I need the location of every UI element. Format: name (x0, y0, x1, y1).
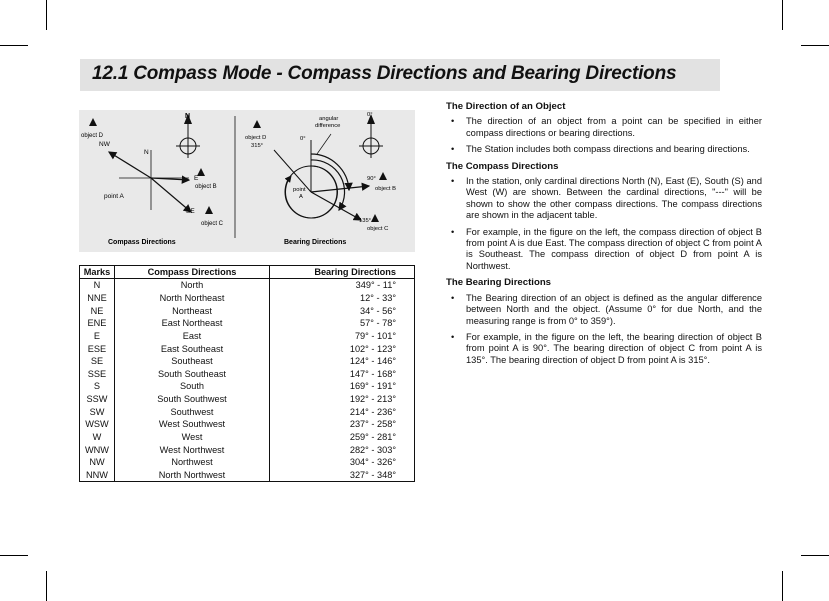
bearing-cell: 124° - 146° (270, 355, 415, 368)
bearing-object-d-label: object D (245, 135, 267, 141)
bearing-object-d-marker (253, 120, 261, 128)
mark-cell: ESE (80, 342, 115, 355)
mark-cell: NW (80, 456, 115, 469)
crop-mark-top-left-v (46, 0, 47, 30)
left-diagram (81, 113, 224, 246)
angular-label-2: difference (315, 123, 341, 129)
crop-mark-top-right-v (782, 0, 783, 30)
bearing-cell: 57° - 78° (270, 317, 415, 330)
bearing-cell: 259° - 281° (270, 431, 415, 444)
object-b-label: object B (195, 184, 217, 190)
zero-deg-label: 0° (300, 136, 306, 142)
page-title: 12.1 Compass Mode - Compass Directions and Bearing Directions (92, 63, 677, 84)
compass-cell: North Northwest (115, 469, 270, 482)
compass-cell: North (115, 279, 270, 292)
bearing-cell: 34° - 56° (270, 304, 415, 317)
section-list-compass (446, 176, 762, 272)
table-row (80, 304, 415, 317)
ray-315 (274, 150, 311, 192)
bullet-icon: • (451, 176, 455, 187)
table-row (80, 431, 415, 444)
mark-cell: NNW (80, 469, 115, 482)
section-heading-bearing: The Bearing Directions (446, 277, 552, 289)
ray-135 (311, 192, 361, 220)
object-c-marker (205, 206, 213, 214)
list-item (446, 116, 762, 139)
n-axis-label: N (144, 149, 149, 156)
deg-135-label: 135° (359, 218, 371, 224)
mark-cell: NNE (80, 292, 115, 305)
mark-cell: WNW (80, 443, 115, 456)
table-row (80, 418, 415, 431)
table-row (80, 367, 415, 380)
table-row (80, 456, 415, 469)
se-label: SE (186, 208, 195, 215)
deg-315-label: 315° (251, 143, 263, 149)
bearing-cell: 349° - 11° (270, 279, 415, 292)
mark-cell: S (80, 380, 115, 393)
bearing-object-b-marker (379, 172, 387, 180)
compass-cell: West Southwest (115, 418, 270, 431)
bullet-text: In the station, only cardinal directions North (N), East (E), South (S) and West (W) are shown. Between the cardinal directions, "---" will be shown to show the other compass directions. The compass directions are shown in the adjacent table. (466, 176, 762, 221)
header-marks: Marks (80, 266, 115, 279)
table-row (80, 469, 415, 482)
compass-cell: South Southeast (115, 367, 270, 380)
right-caption: Bearing Directions (284, 239, 347, 246)
point-label-2: A (299, 194, 303, 200)
compass-cell: East (115, 330, 270, 343)
section-heading-compass: The Compass Directions (446, 160, 559, 172)
compass-cell: West (115, 431, 270, 444)
bullet-text: For example, in the figure on the left, the bearing direction of object B from point A is 90°. The bearing direction of object C from point A is 135°. The bearing direction of object D from point A is 315°. (466, 331, 762, 365)
mark-cell: NE (80, 304, 115, 317)
section-list-direction (446, 116, 762, 155)
table-row (80, 292, 415, 305)
zero-deg-top-label: 0° (367, 112, 373, 118)
mark-cell: WSW (80, 418, 115, 431)
compass-cell: West Northwest (115, 443, 270, 456)
nw-label: NW (99, 141, 110, 148)
mark-cell: SE (80, 355, 115, 368)
bearing-cell: 147° - 168° (270, 367, 415, 380)
explanation-column (446, 101, 762, 371)
compass-cell: North Northeast (115, 292, 270, 305)
north-label: N (185, 113, 191, 120)
compass-cell: East Southeast (115, 342, 270, 355)
table-row (80, 405, 415, 418)
bullet-icon: • (451, 331, 455, 342)
compass-cell: South Southwest (115, 393, 270, 406)
table-row (80, 443, 415, 456)
bearing-cell: 169° - 191° (270, 380, 415, 393)
list-item (446, 227, 762, 273)
point-label-1: point (293, 187, 306, 193)
compass-cell: East Northeast (115, 317, 270, 330)
crop-mark-top-right-h (801, 45, 829, 46)
mark-cell: SSW (80, 393, 115, 406)
bearing-cell: 192° - 213° (270, 393, 415, 406)
table-row (80, 342, 415, 355)
compass-cell: Northeast (115, 304, 270, 317)
compass-bearing-table (79, 265, 415, 482)
list-item (446, 176, 762, 222)
crop-mark-bottom-right-v (782, 571, 783, 601)
list-item (446, 293, 762, 327)
list-item (446, 144, 762, 155)
bearing-cell: 102° - 123° (270, 342, 415, 355)
bearing-cell: 237° - 258° (270, 418, 415, 431)
section-heading-direction: The Direction of an Object (446, 101, 566, 112)
mark-cell: W (80, 431, 115, 444)
compass-cell: Southeast (115, 355, 270, 368)
figure-panel (79, 110, 415, 252)
title-bar (80, 59, 720, 91)
table-header-row (80, 266, 415, 279)
bullet-icon: • (451, 144, 455, 155)
mark-cell: SSE (80, 367, 115, 380)
bearing-cell: 304° - 326° (270, 456, 415, 469)
mark-cell: ENE (80, 317, 115, 330)
point-a-label: point A (104, 193, 124, 200)
bearing-object-b-label: object B (375, 186, 396, 192)
bullet-icon: • (451, 116, 455, 127)
bearing-object-c-marker (371, 214, 379, 222)
section-list-bearing (446, 293, 762, 366)
compass-cell: South (115, 380, 270, 393)
table-row (80, 355, 415, 368)
bullet-text: For example, in the figure on the left, the compass direction of object B from point A is due East. The compass direction of object C from point A is Southeast. The compass direction of object D from point A is Northwest. (466, 226, 762, 271)
right-diagram (245, 112, 396, 246)
crop-mark-bottom-left-h (0, 555, 28, 556)
compass-cell: Northwest (115, 456, 270, 469)
mark-cell: E (80, 330, 115, 343)
ray-90 (311, 186, 369, 192)
bullet-text: The direction of an object from a point can be specified in either compass directions or bearing directions. (466, 116, 762, 138)
left-caption: Compass Directions (108, 239, 176, 246)
deg-90-label: 90° (367, 176, 376, 182)
list-item (446, 332, 762, 366)
crop-mark-bottom-left-v (46, 571, 47, 601)
table-row (80, 279, 415, 292)
bullet-text: The Bearing direction of an object is defined as the angular difference between North and the object. (Assume 0° for due North, and the measuring range is from 0° to 359°). (466, 292, 762, 326)
table-row (80, 330, 415, 343)
north-symbol-right (359, 114, 383, 158)
table-row (80, 380, 415, 393)
object-c-label: object C (201, 221, 224, 227)
compass-cell: Southwest (115, 405, 270, 418)
header-compass: Compass Directions (115, 266, 270, 279)
bearing-cell: 79° - 101° (270, 330, 415, 343)
bearing-cell: 12° - 33° (270, 292, 415, 305)
bullet-icon: • (451, 226, 455, 237)
bearing-cell: 327° - 348° (270, 469, 415, 482)
object-d-label: object D (81, 133, 104, 139)
se-arrow (151, 178, 191, 212)
mark-cell: SW (80, 405, 115, 418)
object-d-marker (89, 118, 97, 126)
bearing-cell: 214° - 236° (270, 405, 415, 418)
header-bearing: Bearing Directions (270, 266, 415, 279)
table-row (80, 393, 415, 406)
compass-bearing-figure (79, 110, 415, 252)
bearing-cell: 282° - 303° (270, 443, 415, 456)
crop-mark-top-left-h (0, 45, 28, 46)
crop-mark-bottom-right-h (801, 555, 829, 556)
bullet-icon: • (451, 292, 455, 303)
e-label: E (194, 175, 199, 182)
bullet-text: The Station includes both compass directions and bearing directions. (466, 144, 750, 155)
north-symbol-left (176, 114, 200, 158)
angular-label-1: angular (319, 116, 339, 122)
bearing-object-c-label: object C (367, 226, 389, 232)
mark-cell: N (80, 279, 115, 292)
table-row (80, 317, 415, 330)
